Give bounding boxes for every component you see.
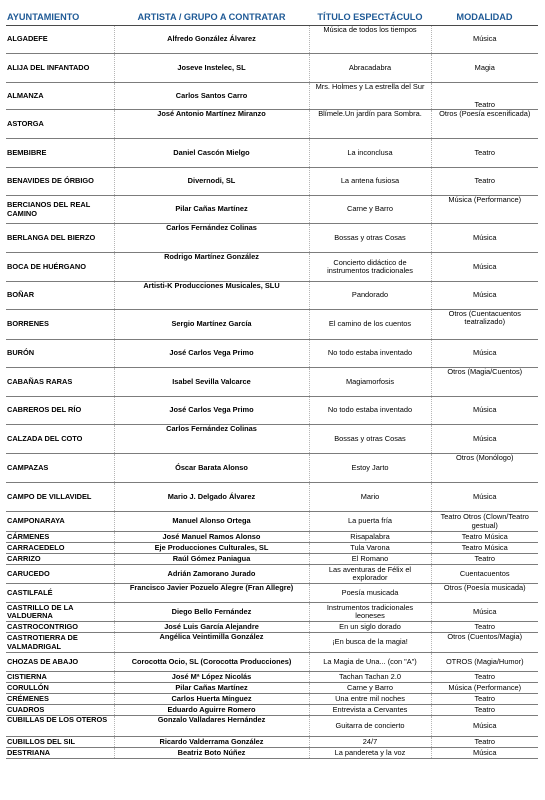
artista-cell: Pilar Cañas Martínez bbox=[114, 683, 309, 694]
table-row bbox=[6, 196, 538, 224]
table-row bbox=[6, 603, 538, 622]
modalidad-cell: Música (Performance) bbox=[431, 683, 538, 694]
ayuntamiento-cell: CARRACEDELO bbox=[6, 543, 114, 554]
artista-cell: José Luis García Alejandre bbox=[114, 622, 309, 633]
ayuntamiento-cell: CASTROTIERRA DE VALMADRIGAL bbox=[6, 633, 114, 653]
ayuntamiento-cell: BERCIANOS DEL REAL CAMINO bbox=[6, 196, 114, 224]
table-row bbox=[6, 83, 538, 110]
modalidad-cell: Teatro bbox=[431, 737, 538, 748]
ayuntamiento-cell: CORULLÓN bbox=[6, 683, 114, 694]
titulo-cell: No todo estaba inventado bbox=[309, 340, 431, 368]
artista-cell: Gonzalo Valladares Hernández bbox=[114, 716, 309, 737]
modalidad-cell: Teatro Música bbox=[431, 532, 538, 543]
ayuntamiento-cell: CASTILFALÉ bbox=[6, 584, 114, 603]
ayuntamiento-cell: BURÓN bbox=[6, 340, 114, 368]
modalidad-cell: Música bbox=[431, 340, 538, 368]
ayuntamiento-cell: CUADROS bbox=[6, 705, 114, 716]
ayuntamiento-cell: CHOZAS DE ABAJO bbox=[6, 653, 114, 672]
titulo-cell: Blímele.Un jardín para Sombra. bbox=[309, 110, 431, 139]
ayuntamiento-cell: BORRENES bbox=[6, 310, 114, 340]
titulo-cell: No todo estaba inventado bbox=[309, 397, 431, 425]
titulo-cell: La Magia de Una... (con "A") bbox=[309, 653, 431, 672]
ayuntamiento-cell: CABAÑAS RARAS bbox=[6, 368, 114, 397]
titulo-cell: Pandorado bbox=[309, 282, 431, 310]
titulo-cell: Poesía musicada bbox=[309, 584, 431, 603]
column-header-titulo: TÍTULO ESPECTÁCULO bbox=[309, 8, 431, 26]
modalidad-cell: Otros (Monólogo) bbox=[431, 454, 538, 483]
ayuntamiento-cell: CISTIERNA bbox=[6, 672, 114, 683]
artista-cell: Mario J. Delgado Álvarez bbox=[114, 483, 309, 512]
modalidad-cell: Música bbox=[431, 603, 538, 622]
modalidad-cell: Otros (Cuentos/Magia) bbox=[431, 633, 538, 653]
titulo-cell: El Romano bbox=[309, 554, 431, 565]
artista-cell: José Carlos Vega Primo bbox=[114, 340, 309, 368]
titulo-cell: Música de todos los tiempos bbox=[309, 26, 431, 54]
ayuntamiento-cell: BENAVIDES DE ÓRBIGO bbox=[6, 168, 114, 196]
artista-cell: Carlos Fernández Colinas bbox=[114, 425, 309, 454]
ayuntamiento-cell: ASTORGA bbox=[6, 110, 114, 139]
column-header-modalidad: MODALIDAD bbox=[431, 8, 538, 26]
artista-cell: Raúl Gómez Paniagua bbox=[114, 554, 309, 565]
ayuntamiento-cell: BOCA DE HUÉRGANO bbox=[6, 253, 114, 282]
titulo-cell: Abracadabra bbox=[309, 54, 431, 83]
modalidad-cell: Música bbox=[431, 483, 538, 512]
table-row bbox=[6, 512, 538, 532]
artista-cell: Carlos Huerta Mínguez bbox=[114, 694, 309, 705]
modalidad-cell: Música bbox=[431, 716, 538, 737]
artista-cell: José Mª López Nicolás bbox=[114, 672, 309, 683]
table-row bbox=[6, 224, 538, 253]
titulo-cell: Bossas y otras Cosas bbox=[309, 425, 431, 454]
titulo-cell: Concierto didáctico de instrumentos tradicionales bbox=[309, 253, 431, 282]
titulo-cell: En un siglo dorado bbox=[309, 622, 431, 633]
artista-cell: Carlos Santos Carro bbox=[114, 83, 309, 110]
table-row bbox=[6, 282, 538, 310]
titulo-cell: Una entre mil noches bbox=[309, 694, 431, 705]
ayuntamiento-cell: BEMBIBRE bbox=[6, 139, 114, 168]
artista-cell: José Carlos Vega Primo bbox=[114, 397, 309, 425]
table-row bbox=[6, 633, 538, 653]
ayuntamiento-cell: CUBILLAS DE LOS OTEROS bbox=[6, 716, 114, 737]
modalidad-cell: Música bbox=[431, 26, 538, 54]
column-header-ayuntamiento: AYUNTAMIENTO bbox=[6, 8, 114, 26]
ayuntamiento-cell: BOÑAR bbox=[6, 282, 114, 310]
artista-cell: Artisti-K Producciones Musicales, SLU bbox=[114, 282, 309, 310]
ayuntamiento-cell: CUBILLOS DEL SIL bbox=[6, 737, 114, 748]
ayuntamiento-cell: CRÉMENES bbox=[6, 694, 114, 705]
table-row bbox=[6, 554, 538, 565]
modalidad-cell: Teatro bbox=[431, 139, 538, 168]
table-row bbox=[6, 340, 538, 368]
modalidad-cell: Teatro bbox=[431, 622, 538, 633]
titulo-cell: Instrumentos tradicionales leoneses bbox=[309, 603, 431, 622]
modalidad-cell: Teatro bbox=[431, 672, 538, 683]
modalidad-cell: Música bbox=[431, 253, 538, 282]
titulo-cell: El camino de los cuentos bbox=[309, 310, 431, 340]
modalidad-cell: Teatro Música bbox=[431, 543, 538, 554]
artista-cell: Diego Bello Fernández bbox=[114, 603, 309, 622]
modalidad-cell: Otros (Poesía escenificada) bbox=[431, 110, 538, 139]
modalidad-cell: Teatro bbox=[431, 705, 538, 716]
table-row bbox=[6, 54, 538, 83]
titulo-cell: Risapalabra bbox=[309, 532, 431, 543]
table-row bbox=[6, 425, 538, 454]
table-row bbox=[6, 368, 538, 397]
titulo-cell: Magiamorfosis bbox=[309, 368, 431, 397]
ayuntamiento-cell: CASTRILLO DE LA VALDUERNA bbox=[6, 603, 114, 622]
artista-cell: Corocotta Ocio, SL (Corocotta Producciones) bbox=[114, 653, 309, 672]
modalidad-cell: OTROS (Magia/Humor) bbox=[431, 653, 538, 672]
modalidad-cell: Teatro Otros (Clown/Teatro gestual) bbox=[431, 512, 538, 532]
ayuntamiento-cell: ALGADEFE bbox=[6, 26, 114, 54]
table-row bbox=[6, 672, 538, 683]
table-row bbox=[6, 653, 538, 672]
ayuntamiento-cell: CAMPONARAYA bbox=[6, 512, 114, 532]
modalidad-cell: Teatro bbox=[431, 554, 538, 565]
artista-cell: Pilar Cañas Martínez bbox=[114, 196, 309, 224]
artista-cell: Eje Producciones Culturales, SL bbox=[114, 543, 309, 554]
table-row bbox=[6, 737, 538, 748]
titulo-cell: Bossas y otras Cosas bbox=[309, 224, 431, 253]
table-row bbox=[6, 110, 538, 139]
artista-cell: Angélica Veintimilla González bbox=[114, 633, 309, 653]
table-row bbox=[6, 622, 538, 633]
modalidad-cell: Magia bbox=[431, 54, 538, 83]
table-row bbox=[6, 483, 538, 512]
titulo-cell: La antena fusiosa bbox=[309, 168, 431, 196]
table-row bbox=[6, 748, 538, 759]
modalidad-cell: Música bbox=[431, 425, 538, 454]
ayuntamiento-cell: CARRIZO bbox=[6, 554, 114, 565]
ayuntamiento-cell: DESTRIANA bbox=[6, 748, 114, 759]
table-row bbox=[6, 26, 538, 54]
table-row bbox=[6, 543, 538, 554]
titulo-cell: Mario bbox=[309, 483, 431, 512]
titulo-cell: Guitarra de concierto bbox=[309, 716, 431, 737]
table-row bbox=[6, 683, 538, 694]
artista-cell: Divernodi, SL bbox=[114, 168, 309, 196]
ayuntamiento-cell: CASTROCONTRIGO bbox=[6, 622, 114, 633]
table-body bbox=[6, 26, 538, 759]
table-row bbox=[6, 584, 538, 603]
ayuntamiento-cell: CAMPAZAS bbox=[6, 454, 114, 483]
titulo-cell: 24/7 bbox=[309, 737, 431, 748]
titulo-cell: Carne y Barro bbox=[309, 196, 431, 224]
table-row bbox=[6, 397, 538, 425]
modalidad-cell: Música bbox=[431, 282, 538, 310]
artista-cell: Beatriz Boto Núñez bbox=[114, 748, 309, 759]
titulo-cell: Estoy Jarto bbox=[309, 454, 431, 483]
table-row bbox=[6, 705, 538, 716]
modalidad-cell: Otros (Magia/Cuentos) bbox=[431, 368, 538, 397]
table-row bbox=[6, 454, 538, 483]
titulo-cell: ¡En busca de la magia! bbox=[309, 633, 431, 653]
modalidad-cell: Otros (Poesía musicada) bbox=[431, 584, 538, 603]
modalidad-cell: Teatro bbox=[431, 83, 538, 110]
ayuntamiento-cell: BERLANGA DEL BIERZO bbox=[6, 224, 114, 253]
artista-cell: Joseve Instelec, SL bbox=[114, 54, 309, 83]
table-row bbox=[6, 694, 538, 705]
modalidad-cell: Cuentacuentos bbox=[431, 565, 538, 584]
table-row bbox=[6, 253, 538, 282]
artista-cell: Eduardo Aguirre Romero bbox=[114, 705, 309, 716]
ayuntamiento-cell: CAMPO DE VILLAVIDEL bbox=[6, 483, 114, 512]
titulo-cell: Carne y Barro bbox=[309, 683, 431, 694]
modalidad-cell: Música (Performance) bbox=[431, 196, 538, 224]
ayuntamiento-cell: ALIJA DEL INFANTADO bbox=[6, 54, 114, 83]
modalidad-cell: Teatro bbox=[431, 168, 538, 196]
artista-cell: Daniel Cascón Mielgo bbox=[114, 139, 309, 168]
table-row bbox=[6, 168, 538, 196]
artista-cell: Adrián Zamorano Jurado bbox=[114, 565, 309, 584]
header-row bbox=[6, 8, 538, 26]
programacion-table bbox=[6, 8, 538, 759]
artista-cell: José Antonio Martínez Miranzo bbox=[114, 110, 309, 139]
artista-cell: Alfredo González Álvarez bbox=[114, 26, 309, 54]
ayuntamiento-cell: CÁRMENES bbox=[6, 532, 114, 543]
modalidad-cell: Teatro bbox=[431, 694, 538, 705]
titulo-cell: Mrs. Holmes y La estrella del Sur bbox=[309, 83, 431, 110]
titulo-cell: La puerta fría bbox=[309, 512, 431, 532]
modalidad-cell: Música bbox=[431, 748, 538, 759]
ayuntamiento-cell: ALMANZA bbox=[6, 83, 114, 110]
artista-cell: José Manuel Ramos Alonso bbox=[114, 532, 309, 543]
titulo-cell: La inconclusa bbox=[309, 139, 431, 168]
table-row bbox=[6, 716, 538, 737]
titulo-cell: Tachan Tachan 2.0 bbox=[309, 672, 431, 683]
table-row bbox=[6, 139, 538, 168]
artista-cell: Isabel Sevilla Valcarce bbox=[114, 368, 309, 397]
titulo-cell: La pandereta y la voz bbox=[309, 748, 431, 759]
table-row bbox=[6, 532, 538, 543]
modalidad-cell: Música bbox=[431, 397, 538, 425]
table-row bbox=[6, 310, 538, 340]
artista-cell: Ricardo Valderrama González bbox=[114, 737, 309, 748]
artista-cell: Carlos Fernández Colinas bbox=[114, 224, 309, 253]
titulo-cell: Las aventuras de Félix el explorador bbox=[309, 565, 431, 584]
artista-cell: Manuel Alonso Ortega bbox=[114, 512, 309, 532]
ayuntamiento-cell: CABREROS DEL RÍO bbox=[6, 397, 114, 425]
ayuntamiento-cell: CARUCEDO bbox=[6, 565, 114, 584]
modalidad-cell: Música bbox=[431, 224, 538, 253]
column-header-artista: ARTISTA / GRUPO A CONTRATAR bbox=[114, 8, 309, 26]
artista-cell: Óscar Barata Alonso bbox=[114, 454, 309, 483]
artista-cell: Francisco Javier Pozuelo Alegre (Fran Allegre) bbox=[114, 584, 309, 603]
ayuntamiento-cell: CALZADA DEL COTO bbox=[6, 425, 114, 454]
titulo-cell: Entrevista a Cervantes bbox=[309, 705, 431, 716]
artista-cell: Sergio Martínez García bbox=[114, 310, 309, 340]
table-header bbox=[6, 8, 538, 26]
titulo-cell: Tula Varona bbox=[309, 543, 431, 554]
table-row bbox=[6, 565, 538, 584]
modalidad-cell: Otros (Cuentacuentos teatralizado) bbox=[431, 310, 538, 340]
artista-cell: Rodrigo Martínez González bbox=[114, 253, 309, 282]
